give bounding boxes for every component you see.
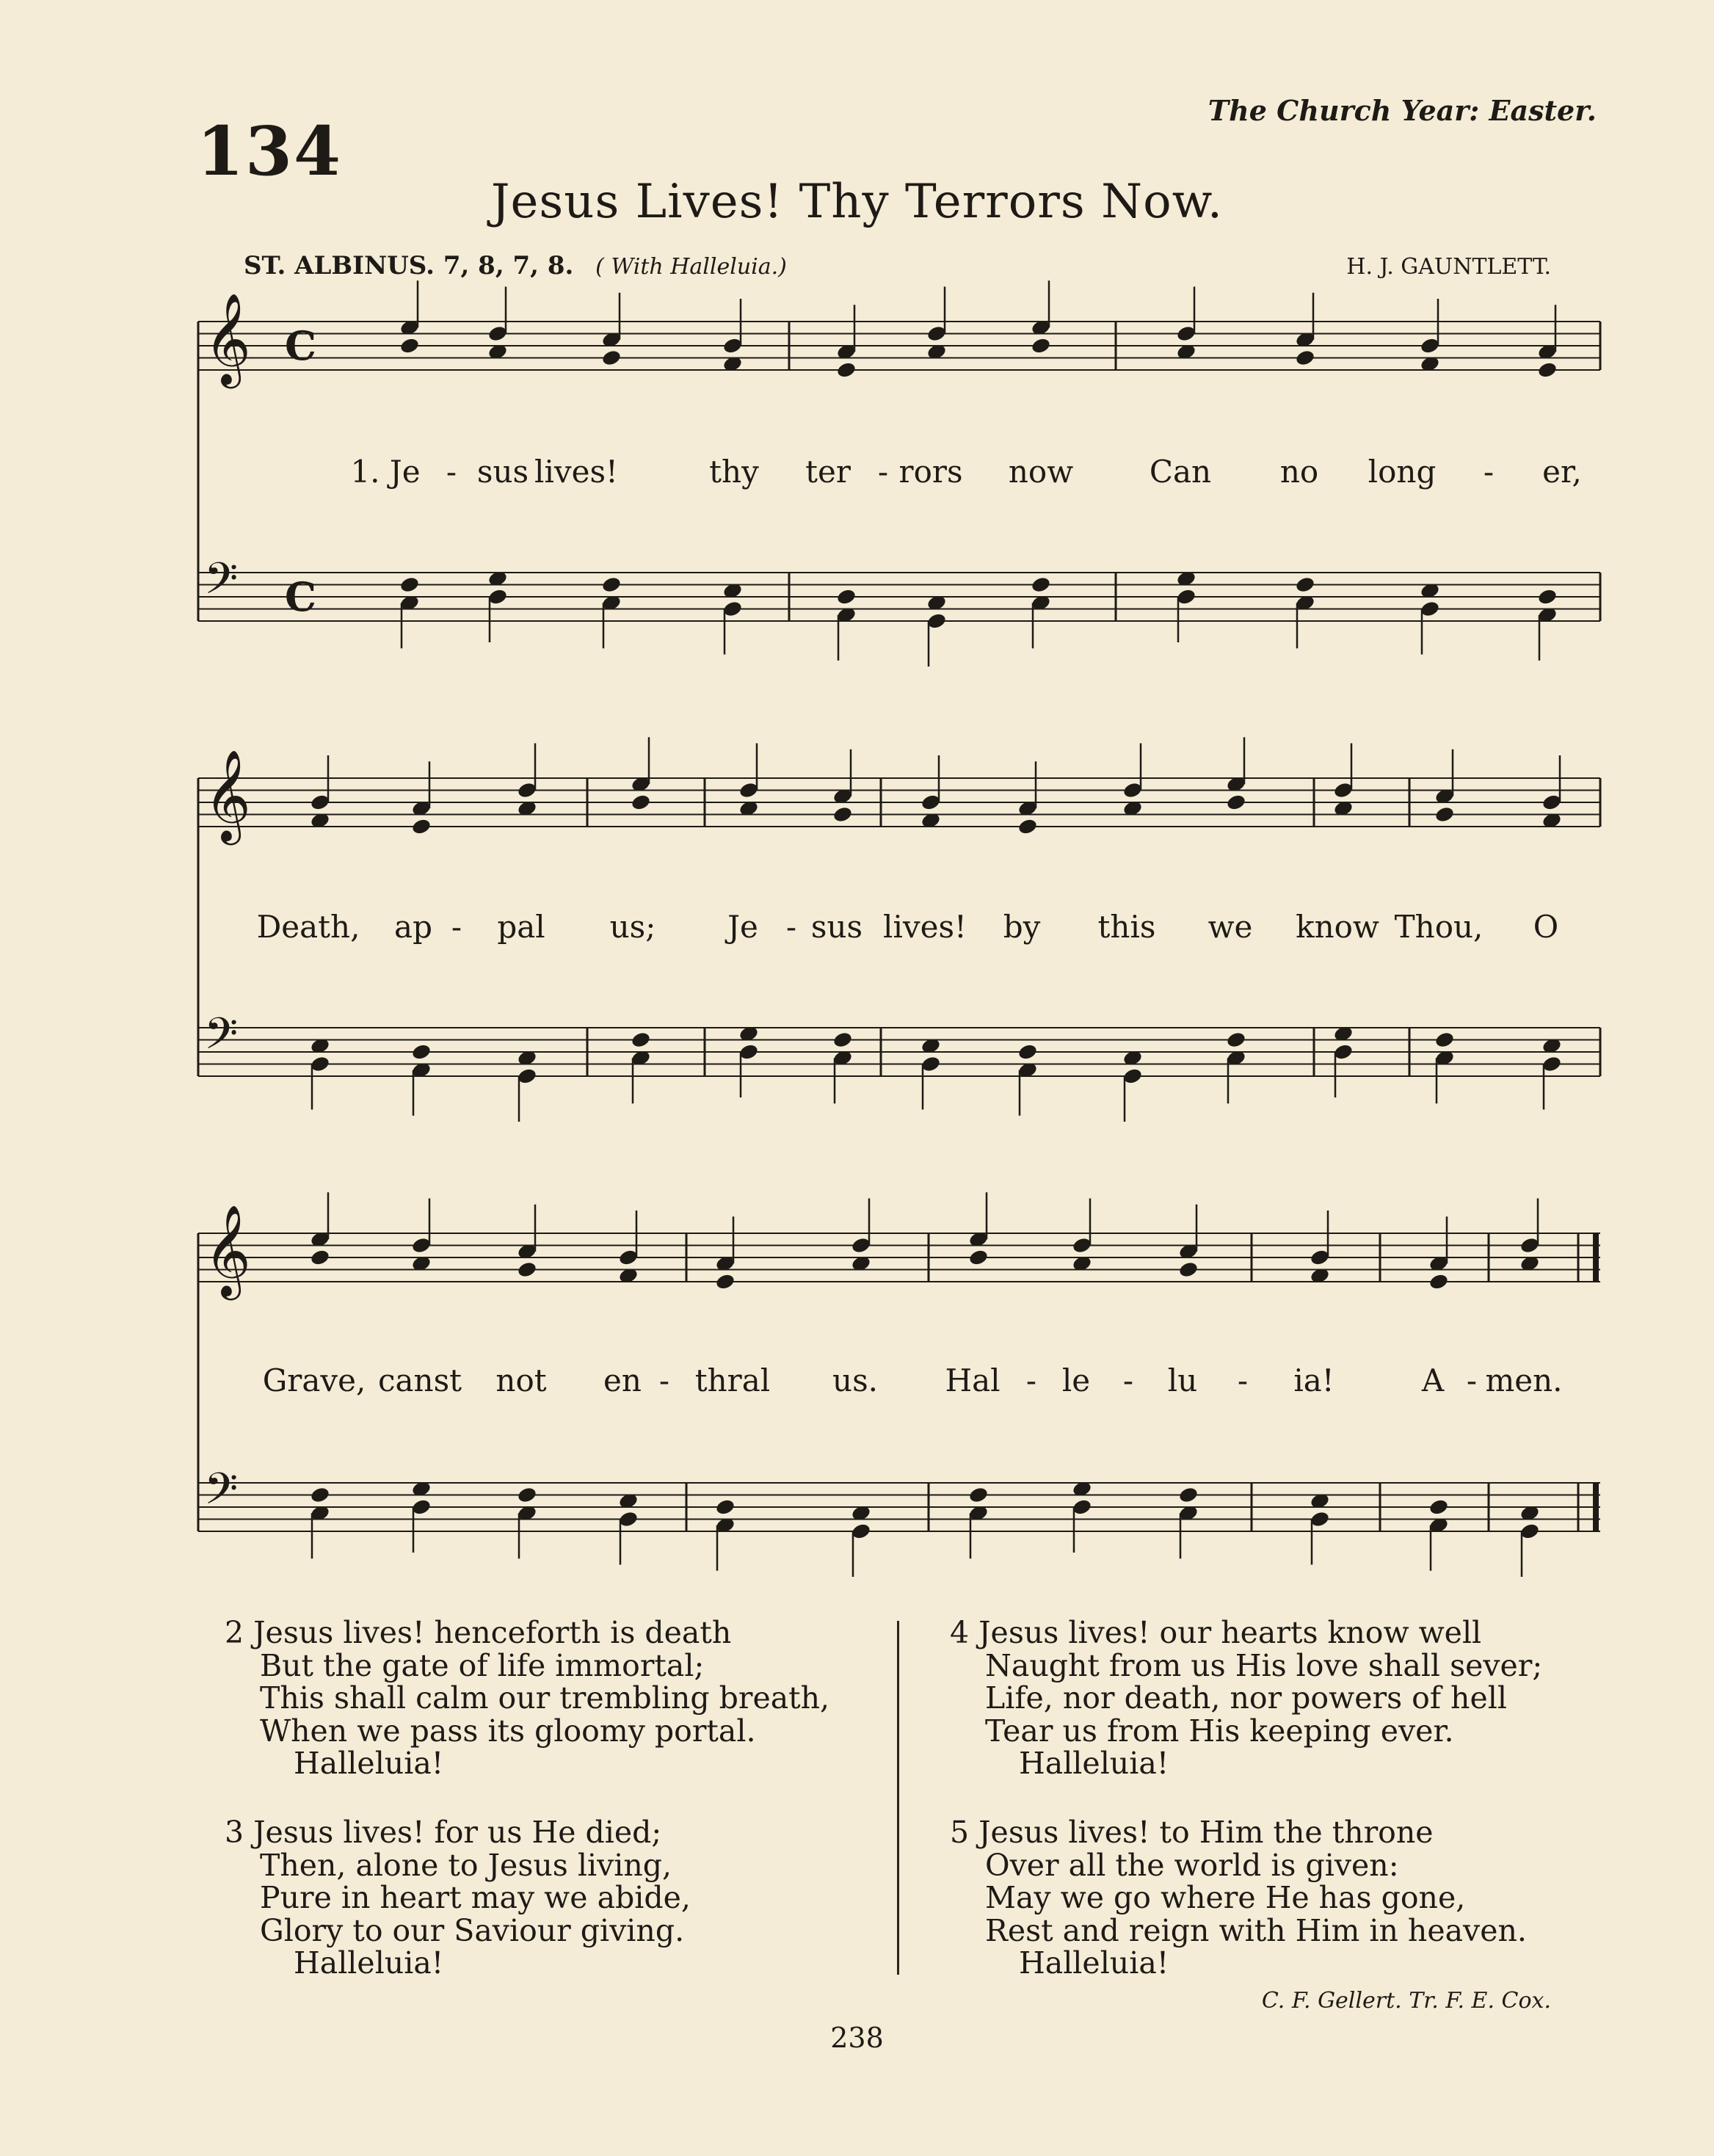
lyric-syllable: Je [727,909,758,945]
note-head [968,1249,989,1267]
note-head [1428,1273,1450,1291]
bass-clef-icon: 𝄢 [204,1463,239,1525]
lyric-syllable: men. [1485,1362,1563,1398]
verse-line: Life, nor death, nor powers of hell [985,1680,1507,1716]
verse-2 [225,1616,829,1780]
bass-clef-icon: 𝄢 [204,1008,239,1070]
note-head [1178,1486,1199,1504]
attribution: C. F. Gellert. Tr. F. E. Cox. [1261,1988,1551,2014]
lyric-syllable: 1. Je [350,454,421,490]
verse-divider [897,1621,899,1975]
lyric-syllable: - [1122,1362,1134,1398]
section-header: The Church Year: Easter. [1208,94,1597,127]
time-signature: C [285,322,316,369]
verse-line: Halleluia! [1019,1746,1169,1781]
lyric-syllable: pal [497,909,545,945]
lyric-syllable: thral [694,1362,771,1398]
lyric-syllable: we [1208,909,1253,945]
lyric-syllable: A [1421,1362,1445,1398]
time-signature: C [285,573,316,620]
verse-line: Glory to our Saviour giving. [260,1912,685,1948]
note-head [601,349,622,367]
lyric-syllable: now [1008,454,1074,490]
lyric-syllable: ia! [1293,1362,1334,1398]
treble-clef-icon: 𝄞 [204,749,251,841]
lyric-syllable: - [1237,1362,1249,1398]
lyric-syllable: Hal [945,1362,1001,1398]
verse-line: Halleluia! [1019,1945,1169,1981]
lyric-syllable: O [1533,909,1559,945]
note-head [1537,361,1558,380]
page-number: 238 [830,2022,884,2054]
verse-line: 2 Jesus lives! henceforth is death [225,1615,732,1650]
lyric-syllable: - [446,454,457,490]
note-head [517,1486,538,1504]
lyric-syllable: lives! [883,909,967,945]
lyric-syllable: - [658,1362,670,1398]
lyric-syllable: Can [1149,454,1212,490]
lyric-syllable: thy [709,454,759,490]
lyric-syllable: rors [898,454,963,490]
note-head [1434,805,1456,824]
verse-line: Halleluia! [294,1945,444,1981]
note-head [1226,1031,1247,1049]
note-head [832,1031,854,1049]
treble-clef-icon: 𝄞 [204,293,251,385]
lyric-syllable: - [877,454,889,490]
note-head [411,1043,432,1061]
verse-line: Over all the world is given: [985,1847,1399,1883]
note-head [715,1498,736,1517]
verse-line: When we pass its gloomy portal. [260,1713,756,1749]
note-head [601,576,622,594]
note-head [1428,1498,1450,1517]
note-head [836,588,857,606]
note-head [1226,794,1247,812]
verse-3 [225,1816,691,1980]
lyric-syllable: this [1097,909,1156,945]
note-head [832,805,854,824]
note-head [411,818,432,836]
lyrics-line-3 [0,1362,1714,1399]
verse-line: But the gate of life immortal; [260,1647,705,1683]
note-head [1178,1260,1199,1279]
note-head [1031,337,1052,355]
lyric-syllable: - [451,909,462,945]
lyric-syllable: en [603,1362,642,1398]
note-head [399,576,421,594]
lyric-syllable: - [785,909,797,945]
verse-line: May we go where He has gone, [985,1880,1466,1915]
lyric-syllable: - [1025,1362,1037,1398]
tune-meter: 7, 8, 7, 8. [443,251,574,280]
verse-line: 3 Jesus lives! for us He died; [225,1815,662,1850]
note-head [1017,1043,1039,1061]
tune-name: ST. ALBINUS. [244,251,435,280]
verse-5 [950,1816,1527,1980]
verse-line: This shall calm our trembling breath, [260,1680,830,1716]
lyric-syllable: ap [394,909,432,945]
note-head [1031,576,1052,594]
lyric-syllable: sus [476,454,529,490]
note-head [1295,349,1316,367]
note-head [399,337,421,355]
hymn-title: Jesus Lives! Thy Terrors Now. [490,175,1224,229]
hymn-number: 134 [197,112,343,191]
lyric-syllable: canst [377,1362,462,1398]
lyric-syllable: Death, [256,909,360,945]
note-head [631,1031,652,1049]
lyric-syllable: by [1003,909,1041,945]
verse-line: Rest and reign with Him in heaven. [985,1912,1527,1948]
lyric-syllable: us. [832,1362,878,1398]
composer: H. J. GAUNTLETT. [1346,254,1551,280]
verse-line: Halleluia! [294,1746,444,1781]
verse-line: 4 Jesus lives! our hearts know well [950,1615,1482,1650]
lyrics-line-1 [0,454,1714,490]
tune-note: ( With Halleluia.) [595,254,787,280]
note-head [1295,576,1316,594]
note-head [310,1486,331,1504]
note-head [836,361,857,380]
verse-line: 5 Jesus lives! to Him the throne [950,1815,1434,1850]
lyric-syllable: not [495,1362,547,1398]
lyric-syllable: - [1466,1362,1478,1398]
note-head [1434,1031,1456,1049]
lyrics-line-2 [0,909,1714,945]
treble-clef-icon: 𝄞 [204,1205,251,1296]
lyric-syllable: no [1279,454,1319,490]
lyric-syllable: ter [805,454,851,490]
note-head [310,1249,331,1267]
lyric-syllable: lu [1167,1362,1198,1398]
note-head [1017,818,1039,836]
lyric-syllable: sus [810,909,863,945]
lyric-syllable: - [1483,454,1495,490]
lyric-syllable: le [1061,1362,1091,1398]
bass-clef-icon: 𝄢 [204,553,239,614]
lyric-syllable: long [1368,454,1437,490]
lyric-syllable: Grave, [262,1362,366,1398]
note-head [968,1486,989,1504]
lyric-syllable: us; [609,909,656,945]
note-head [715,1273,736,1291]
lyric-syllable: know [1296,909,1379,945]
verse-line: Tear us from His keeping ever. [985,1713,1454,1749]
note-head [631,794,652,812]
note-head [1537,588,1558,606]
lyric-syllable: Thou, [1394,909,1484,945]
verse-line: Then, alone to Jesus living, [260,1847,672,1883]
lyric-syllable: lives! [534,454,618,490]
verse-4 [950,1616,1542,1780]
verse-line: Naught from us His love shall sever; [985,1647,1543,1683]
lyric-syllable: er, [1542,454,1582,490]
verse-line: Pure in heart may we abide, [260,1880,691,1915]
note-head [517,1260,538,1279]
